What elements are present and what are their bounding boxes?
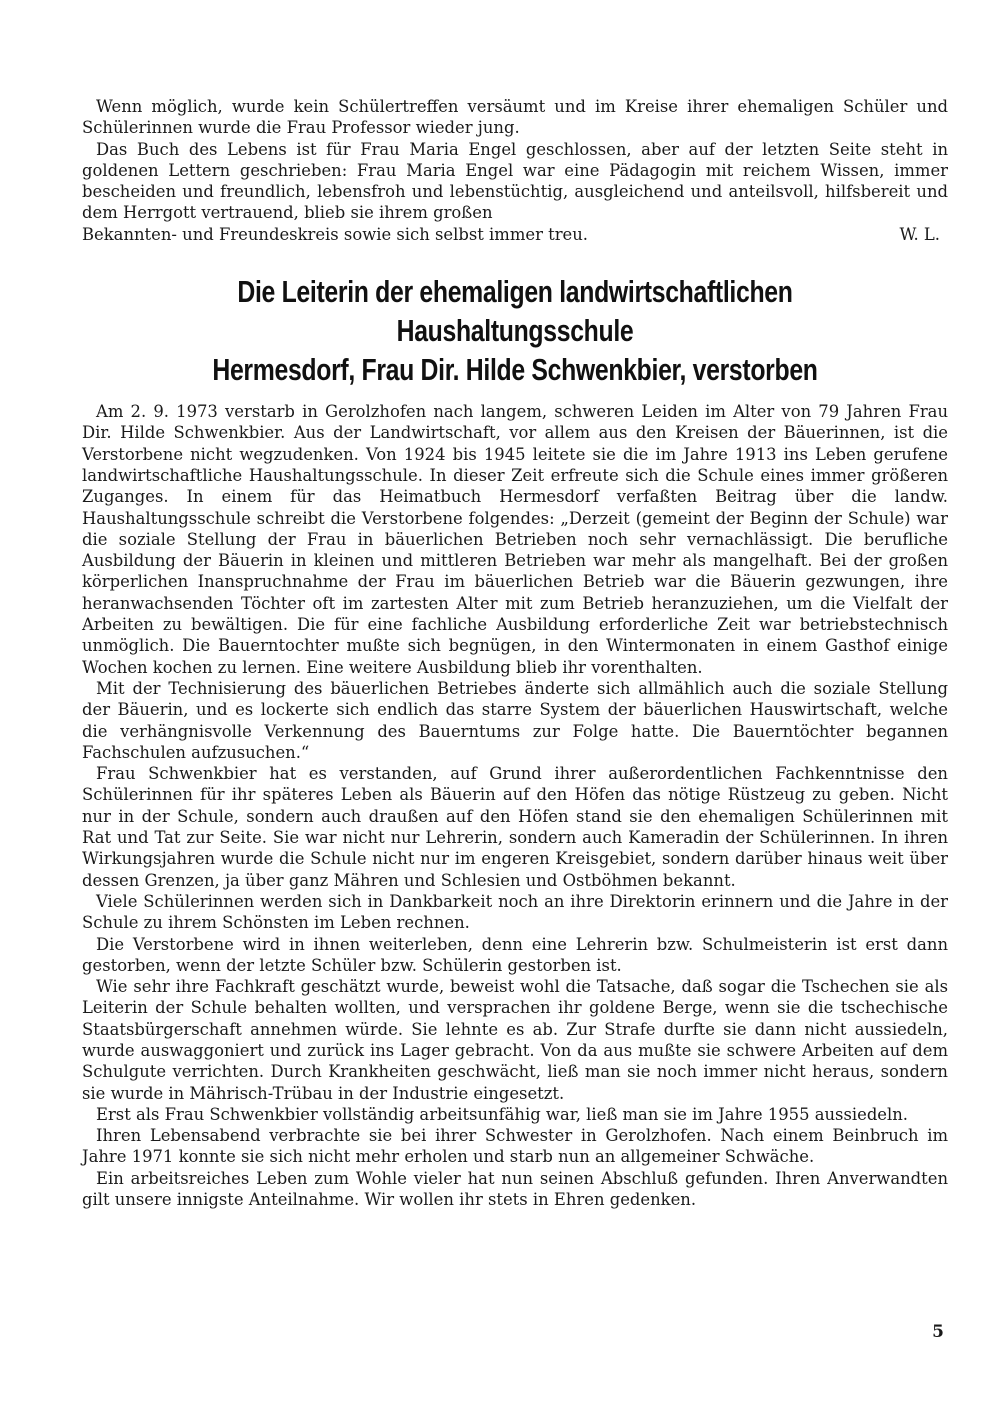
author-signature: W. L. xyxy=(899,224,940,244)
article-paragraph-2: Mit der Technisierung des bäuerlichen Betriebes änderte sich allmählich auch die soziale Stellung der Bäuerin, und es lockerte sich endlich das starre System der bäuerlichen Hauswirtschaft, welche die verhängnisvolle Verkennung des Bauerntums zur Folge hatte. Die Bauerntöchter begannen Fachschulen aufzusuchen.“ xyxy=(82,678,948,762)
article-title xyxy=(146,272,884,389)
intro-closing-line xyxy=(82,224,948,245)
article-paragraph-3: Frau Schwenkbier hat es verstanden, auf Grund ihrer außerordentlichen Fachkenntnisse den Schülerinnen für ihr späteres Leben als Bäuerin auf den Höfen das nötige Rüstzeug zu geben. Nicht nur in der Schule, sondern auch draußen auf den Höfen stand sie den ehemaligen Schülerinnen mit Rat und Tat zur Seite. Sie war nicht nur Lehrerin, sondern auch Kameradin der Schülerinnen. In ihren Wirkungsjahren wurde die Schule nicht nur im engeren Kreisgebiet, sondern darüber hinaus weit über dessen Grenzen, ja über ganz Mähren und Schlesien und Ostböhmen bekannt. xyxy=(82,764,948,890)
article-paragraph-7: Erst als Frau Schwenkbier vollständig arbeitsunfähig war, ließ man sie im Jahre 1955 aussiedeln. xyxy=(96,1104,909,1124)
article-title-line-2: Hermesdorf, Frau Dir. Hilde Schwenkbier, verstorben xyxy=(212,352,818,388)
article-paragraph-6: Wie sehr ihre Fachkraft geschätzt wurde, beweist wohl die Tatsache, daß sogar die Tschechen sie als Leiterin der Schule behalten wollten, und versprachen ihr goldene Berge, wenn sie die tschechische Staatsbürgerschaft annehmen würde. Sie lehnte es ab. Zur Strafe durfte sie dann nicht aussiedeln, wurde auswaggoniert und zurück ins Lager gebracht. Von da aus mußte sie schwere Arbeiten auf dem Schulgute verrichten. Durch Krankheiten geschwächt, ließ man sie noch immer nicht heraus, sondern sie wurde in Mährisch-Trübau in der Industrie eingesetzt. xyxy=(82,977,948,1103)
document-page xyxy=(82,96,948,1210)
article-paragraph-4: Viele Schülerinnen werden sich in Dankbarkeit noch an ihre Direktorin erinnern und die Jahre in der Schule zu ihrem Schönsten im Leben rechnen. xyxy=(82,891,948,933)
article-paragraph-5: Die Verstorbene wird in ihnen weiterleben, denn eine Lehrerin bzw. Schulmeisterin ist erst dann gestorben, wenn der letzte Schüler bzw. Schülerin gestorben ist. xyxy=(82,934,948,975)
page-number: 5 xyxy=(932,1322,944,1342)
intro-paragraph-1: Wenn möglich, wurde kein Schülertreffen versäumt und im Kreise ihrer ehemaligen Schüler und Schülerinnen wurde die Frau Professor wieder jung. xyxy=(82,97,948,138)
article-paragraph-9: Ein arbeitsreiches Leben zum Wohle vieler hat nun seinen Abschluß gefunden. Ihren Anverwandten gilt unsere innigste Anteilnahme. Wir wollen ihr stets in Ehren gedenken. xyxy=(82,1168,948,1210)
article-paragraph-1: Am 2. 9. 1973 verstarb in Gerolzhofen nach langem, schweren Leiden im Alter von 79 Jahren Frau Dir. Hilde Schwenkbier. Aus der Landwirtschaft, vor allem aus den Kreisen der Bäuerinnen, ist die Verstorbene nicht wegzudenken. Von 1924 bis 1945 leitete sie die im Jahre 1913 ins Leben gerufene landwirtschaftliche Haushaltungsschule. In dieser Zeit erfreute sich die Schule eines immer größeren Zuganges. In einem für das Heimatbuch Hermesdorf verfaßten Beitrag über die landw. Haushaltungsschule schreibt die Verstorbene folgendes: „Derzeit (gemeint der Beginn der Schule) war die soziale Stellung der Frau in bäuerlichen Betrieben noch sehr vernachlässigt. Die berufliche Ausbildung der Bäuerin in kleinen und mittleren Betrieben war mehr als mangelhaft. Bei der großen körperlichen Inanspruchnahme der Frau im bäuerlichen Betrieb war die Bäuerin gezwungen, ihre heranwachsenden Töchter oft im zartesten Alter mit zum Betrieb heranzuziehen, um die Vielfalt der Arbeiten zu bewältigen. Die für eine fachliche Ausbildung erforderliche Zeit war betriebstechnisch unmöglich. Die Bauerntochter mußte sich begnügen, in den Wintermonaten in einem Gasthof einige Wochen kochen zu lernen. Eine weitere Ausbildung blieb ihr vorenthalten. xyxy=(82,402,948,677)
article-title-line-1: Die Leiterin der ehemaligen landwirtschaftlichen Haushaltungsschule xyxy=(237,274,793,349)
intro-paragraph-2: Das Buch des Lebens ist für Frau Maria Engel geschlossen, aber auf der letzten Seite steht in goldenen Lettern geschrieben: Frau Maria Engel war eine Pädagogin mit reichem Wissen, immer bescheiden und freundlich, lebensfroh und lebenstüchtig, ausgleichend und anteilsvoll, hilfsbereit und dem Herrgott vertrauend, blieb sie ihrem großen xyxy=(82,139,948,223)
intro-paragraph-2-last-line: Bekannten- und Freundeskreis sowie sich selbst immer treu. xyxy=(82,224,588,244)
article-paragraph-8: Ihren Lebensabend verbrachte sie bei ihrer Schwester in Gerolzhofen. Nach einem Beinbruch im Jahre 1971 konnte sie sich nicht mehr erholen und starb nun an allgemeiner Schwäche. xyxy=(82,1126,948,1167)
